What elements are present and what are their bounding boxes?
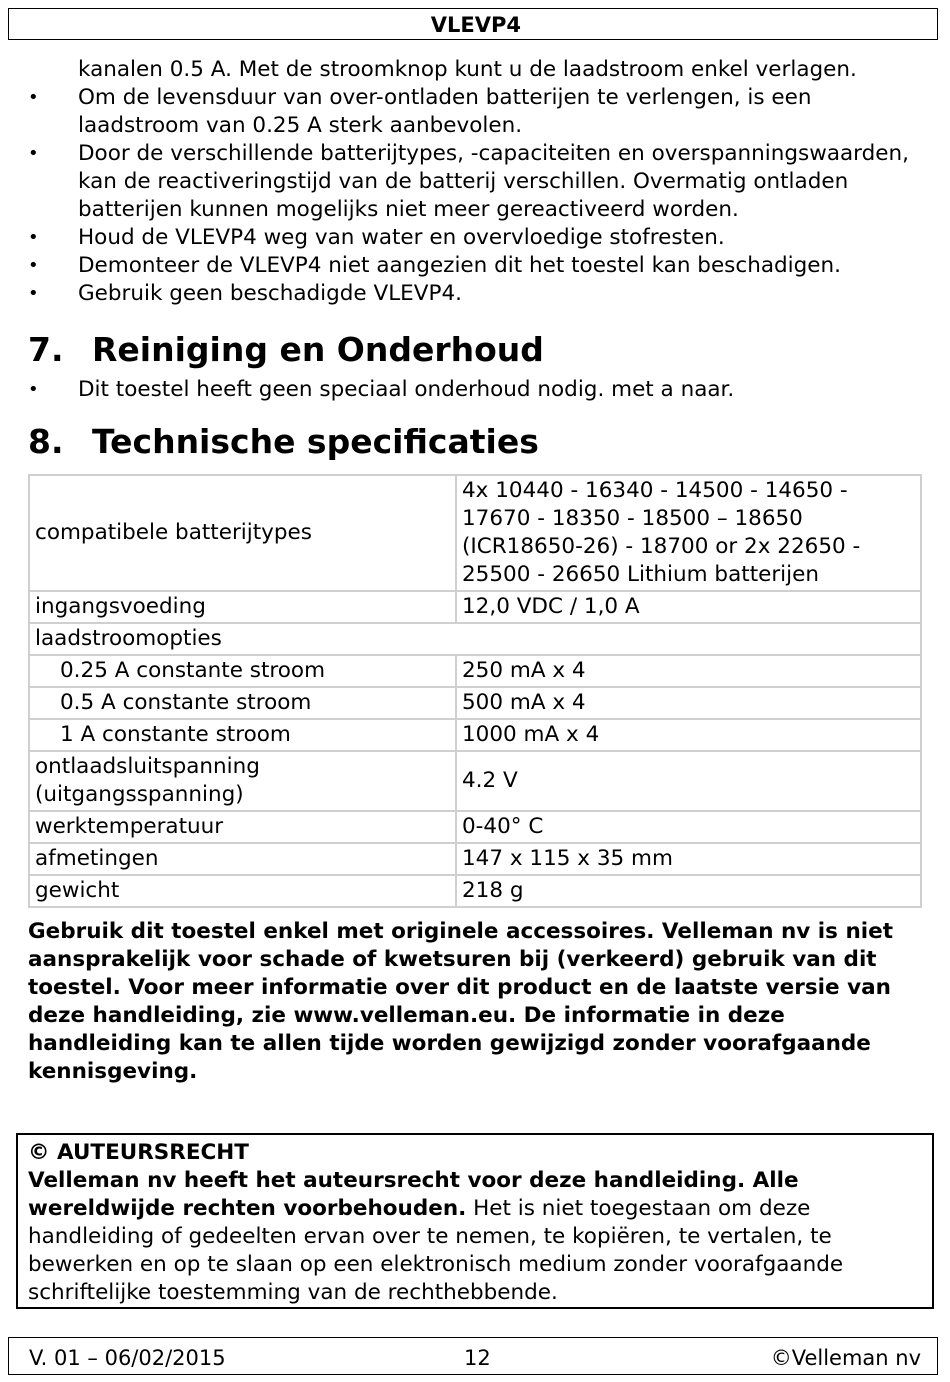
- spec-label: ontlaadsluitspanning (uitgangsspanning): [29, 751, 456, 811]
- spec-label: 0.25 A constante stroom: [29, 655, 456, 687]
- spec-value: 12,0 VDC / 1,0 A: [456, 591, 921, 623]
- spec-table: [28, 474, 922, 908]
- footer-owner: ©Velleman nv: [770, 1346, 921, 1370]
- table-row: [29, 719, 921, 751]
- table-row: [29, 475, 921, 591]
- disclaimer-notice: Gebruik dit toestel enkel met originele accessoires. Velleman nv is niet aansprakelijk voor schade of kwetsuren bij (verkeerd) gebruik van dit toestel. Voor meer informatie over dit product en de laatste versie van deze handleiding, zie www.velleman.eu. De informatie in deze handleiding kan te allen tijde worden gewijzigd zonder voorafgaande kennisgeving.: [28, 919, 893, 1084]
- maintenance-bullet-list: [28, 376, 924, 404]
- section-number: 7.: [28, 330, 64, 369]
- table-row: [29, 875, 921, 907]
- spec-label: compatibele batterijtypes: [29, 475, 456, 591]
- spec-label: afmetingen: [29, 843, 456, 875]
- header-title: VLEVP4: [430, 13, 521, 37]
- copyright-bold-text: Velleman nv heeft het auteursrecht voor deze handleiding. Alle wereldwijde rechten voorbehouden.: [28, 1168, 799, 1221]
- document-body: [28, 56, 924, 1108]
- page-number: 12: [464, 1346, 491, 1370]
- table-row: [29, 655, 921, 687]
- copyright-box: [16, 1133, 934, 1309]
- section-heading-8: [28, 422, 924, 462]
- copyright-text: Het is niet toegestaan om deze handleiding of gedeelten ervan over te nemen, te kopiëren, te vertalen, te bewerken en op te slaan op een elektronisch medium zonder voorafgaande schriftelijke toestemming van de rechthebbende.: [28, 1196, 844, 1305]
- table-row: [29, 591, 921, 623]
- spec-value: 250 mA x 4: [456, 655, 921, 687]
- spec-value: 218 g: [456, 875, 921, 907]
- spec-label: werktemperatuur: [29, 811, 456, 843]
- section-number: 8.: [28, 422, 64, 461]
- table-row: [29, 843, 921, 875]
- spec-value: 0-40° C: [456, 811, 921, 843]
- table-row: [29, 811, 921, 843]
- section-title: Technische specificaties: [92, 422, 539, 461]
- bullet-item: • Houd de VLEVP4 weg van water en overvloedige stofresten.: [28, 224, 924, 252]
- table-row: [29, 623, 921, 655]
- spec-label: ingangsvoeding: [29, 591, 456, 623]
- bullet-item: • Door de verschillende batterijtypes, -capaciteiten en overspanningswaarden, kan de reactiveringstijd van de batterij verschillen. Overmatig ontladen batterijen kunnen mogelijks niet meer gereactiveerd worden.: [28, 140, 924, 224]
- spec-value: 147 x 115 x 35 mm: [456, 843, 921, 875]
- page-footer: [8, 1337, 938, 1375]
- page-header: [8, 8, 938, 40]
- copyright-body: [28, 1167, 922, 1307]
- section-title: Reiniging en Onderhoud: [92, 330, 544, 369]
- copyright-title: © AUTEURSRECHT: [28, 1140, 249, 1165]
- bullet-item: • Dit toestel heeft geen speciaal onderhoud nodig. met a naar.: [28, 376, 924, 404]
- spec-value: 1000 mA x 4: [456, 719, 921, 751]
- table-row: [29, 687, 921, 719]
- safety-bullet-list: [28, 84, 924, 308]
- spec-label: laadstroomopties: [29, 623, 921, 655]
- spec-value: 4x 10440 - 16340 - 14500 - 14650 - 17670 - 18350 - 18500 – 18650 (ICR18650-26) - 18700 or 2x 22650 - 25500 - 26650 Lithium batterijen: [456, 475, 921, 591]
- spec-label: 0.5 A constante stroom: [29, 687, 456, 719]
- section-heading-7: [28, 330, 924, 370]
- table-row: [29, 751, 921, 811]
- spec-label: gewicht: [29, 875, 456, 907]
- spec-label: 1 A constante stroom: [29, 719, 456, 751]
- spec-value: 4.2 V: [456, 751, 921, 811]
- intro-paragraph: kanalen 0.5 A. Met de stroomknop kunt u de laadstroom enkel verlagen.: [78, 57, 857, 82]
- footer-version: V. 01 – 06/02/2015: [29, 1346, 226, 1370]
- bullet-item: • Gebruik geen beschadigde VLEVP4.: [28, 280, 924, 308]
- bullet-item: • Om de levensduur van over-ontladen batterijen te verlengen, is een laadstroom van 0.25 A sterk aanbevolen.: [28, 84, 924, 140]
- bullet-item: • Demonteer de VLEVP4 niet aangezien dit het toestel kan beschadigen.: [28, 252, 924, 280]
- spec-value: 500 mA x 4: [456, 687, 921, 719]
